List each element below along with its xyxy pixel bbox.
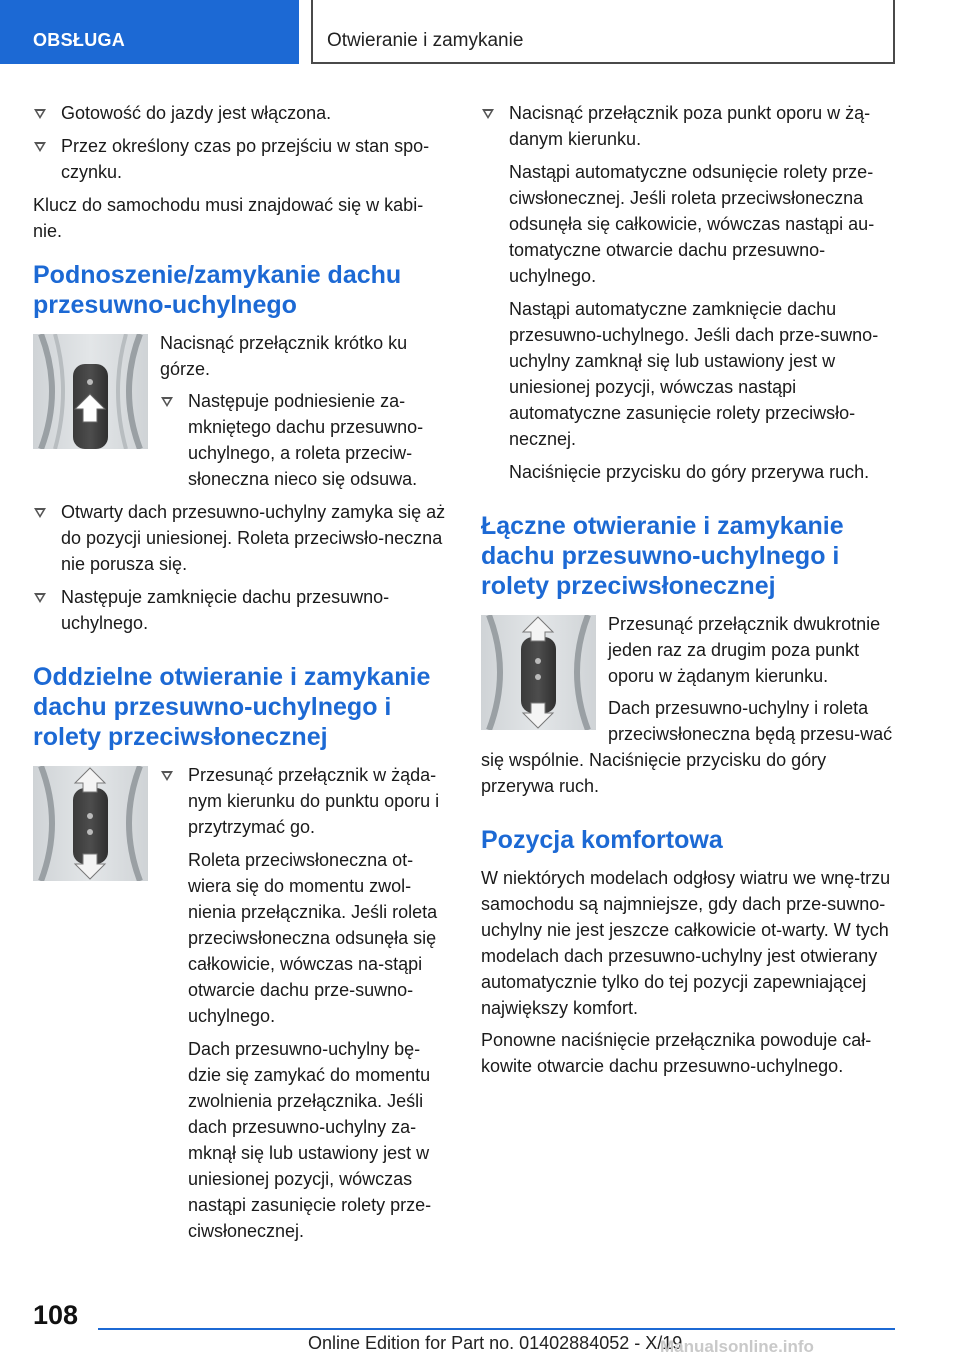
left-column (33, 100, 449, 1251)
watermark: Manualsonline.info (660, 1337, 814, 1356)
list-item: Nacisnąć przełącznik poza punkt oporu w żą‐danym kierunku. (481, 100, 896, 152)
bullet-triangle-icon (161, 771, 173, 781)
auto-open-paragraph: Nastąpi automatyczne odsunięcie rolety prze‐ciwsłonecznej. Jeśli roleta przeciwsłoneczna odsunęła się całkowicie, wówczas nastąpi au‐tomatyczne otwarcie dachu przesuwno-uchylnego. (509, 162, 875, 286)
separate-paragraph-1: Roleta przeciwsłoneczna ot‐wiera się do momentu zwol‐nienia przełącznika. Jeśli roleta przeciwsłoneczna odsunęła się całkowicie, wówczas na‐stąpi otwarcie dachu prze‐suwno-uchylnego. (188, 850, 438, 1026)
joint-paragraph-1: Przesunąć przełącznik dwukrotnie jeden raz za drugim poza punkt oporu w żądanym kierunku. (608, 614, 881, 686)
list-item: Przesunąć przełącznik w żąda‐nym kierunku do punktu oporu i przytrzymać go. (160, 762, 449, 840)
heading-comfort: Pozycja komfortowa (481, 826, 723, 854)
footer-divider (98, 1328, 895, 1330)
joint-block (481, 611, 896, 805)
heading-separate: Oddzielne otwieranie i zamykanie dachu przesuwno-uchylnego i rolety przeciwsłonecznej (33, 663, 431, 751)
list-item: Otwarty dach przesuwno-uchylny zamyka się aż do pozycji uniesionej. Roleta przeciwsło‐neczna nie porusza się. (33, 499, 449, 577)
bullet-triangle-icon (34, 142, 46, 152)
key-note: Klucz do samochodu musi znajdować się w kabi‐nie. (33, 195, 424, 241)
chapter-tab (0, 0, 299, 64)
comfort-paragraph-1: W niektórych modelach odgłosy wiatru we wnę‐trzu samochodu są najmniejsze, gdy dach prze‐suwno-uchylny nie jest jeszcze całkowicie ot‐warty. W tych modelach dach przesuwno-uchylny jest otwierany automatycznie tylko do tej pozycji zapewniającej największy komfort. (481, 868, 891, 1018)
edition-note: Online Edition for Part no. 01402884052 - X/19 (308, 1333, 683, 1353)
separate-block (33, 762, 449, 1251)
raise-block (33, 330, 449, 499)
bullet-triangle-icon (482, 109, 494, 119)
switch-double-figure (481, 615, 596, 730)
auto-close-paragraph: Nastąpi automatyczne zamknięcie dachu przesuwno-uchylnego. Jeśli dach prze‐suwno-uchylny zamknął się lub ustawiony jest w uniesionej pozycji, wówczas nastąpi automatyczne zasunięcie rolety przeciwsło‐necznej. (509, 299, 879, 449)
list-item: Następuje zamknięcie dachu przesuwno-uchylnego. (33, 584, 449, 636)
section-title: Otwieranie i zamykanie (327, 30, 524, 51)
section-header (311, 0, 895, 64)
chapter-label: OBSŁUGA (33, 30, 126, 50)
raise-instruction: Nacisnąć przełącznik krótko ku górze. (160, 333, 408, 379)
separate-paragraph-2: Dach przesuwno-uchylny bę‐dzie się zamykać do momentu zwolnienia przełącznika. Jeśli dach przesuwno-uchylny za‐mknął się lub ustawiony jest w uniesionej pozycji, wówczas nastąpi zasunięcie rolety prze‐ciwsłonecznej. (188, 1039, 432, 1241)
right-column (481, 100, 896, 1085)
heading-joint: Łączne otwieranie i zamykanie dachu przesuwno-uchylnego i rolety przeciwsłonecznej (481, 512, 844, 600)
comfort-paragraph-2: Ponowne naciśnięcie przełącznika powoduje cał‐kowite otwarcie dachu przesuwno-uchylnego. (481, 1030, 872, 1076)
stop-paragraph: Naciśnięcie przycisku do góry przerywa ruch. (509, 462, 870, 482)
list-item: Następuje podniesienie za‐mkniętego dachu przesuwno-uchylnego, a roleta przeciw‐słoneczna nieco się odsuwa. (160, 388, 449, 492)
bullet-triangle-icon (34, 508, 46, 518)
list-item: Gotowość do jazdy jest włączona. (33, 100, 449, 126)
bullet-triangle-icon (34, 593, 46, 603)
joint-paragraph-2: Dach przesuwno-uchylny i roleta przeciwsłoneczna będą przesu‐wać się wspólnie. Naciśnięcie przycisku do góry przerywa ruch. (481, 698, 893, 796)
bullet-triangle-icon (161, 397, 173, 407)
list-item: Przez określony czas po przejściu w stan spo‐czynku. (33, 133, 449, 185)
bullet-triangle-icon (34, 109, 46, 119)
switch-up-down-figure (33, 766, 148, 881)
switch-up-figure (33, 334, 148, 449)
heading-raise-close: Podnoszenie/zamykanie dachu przesuwno-uchylnego (33, 261, 402, 319)
page-number: 108 (33, 1300, 79, 1330)
